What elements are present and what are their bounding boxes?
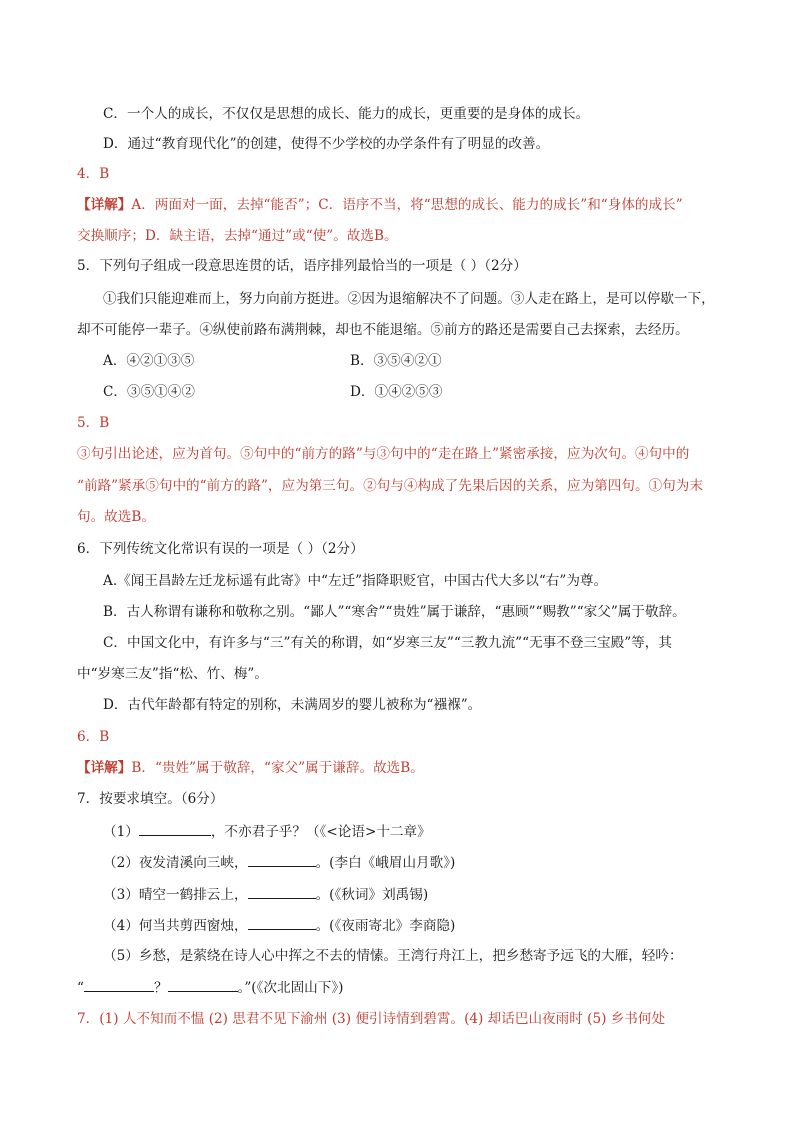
- q7-item-5-open-quote: “: [77, 980, 84, 996]
- q7-item-4-tail: 。(《夜雨寄北》李商隐): [315, 918, 456, 934]
- q6-option-c-line-1: [103, 633, 672, 653]
- q4-answer: [77, 164, 109, 184]
- q6-answer-text: 6．B: [77, 729, 110, 745]
- q7-item-5-mid: ？: [153, 980, 168, 996]
- q6-option-b-text: B．古人称谓有谦称和敬称之别。“鄙人”“寒舍”“贵姓”属于谦辞，“惠顾”“赐教”“家父”属于敬辞。: [103, 604, 686, 620]
- q4-detail-text-1: A．两面对一面，去掉“能否”；C．语序不当，将“思想的成长、能力的成长”和“身体的成长”: [131, 197, 683, 213]
- q5-stem-text: 5．下列句子组成一段意思连贯的话，语序排列最恰当的一项是（ ）（2分）: [77, 258, 527, 274]
- q5-answer-text: 5．B: [77, 415, 110, 431]
- q5-expl-line-2: [77, 476, 703, 496]
- q6-detail: [77, 758, 424, 778]
- q5-expl-text-1: ③句引出论述，应为首句。⑤句中的“前方的路”与③句中的“走在路上”紧密承接，应为次句。④句中的: [77, 446, 690, 462]
- q4-detail-line-2: [77, 226, 398, 246]
- q6-stem-text: 6．下列传统文化常识有误的一项是（ ）（2分）: [77, 541, 364, 557]
- q5-passage-line-2: [77, 320, 689, 340]
- fill-blank: [248, 915, 316, 930]
- q5-expl-line-1: [77, 444, 689, 464]
- q5-option-c: [103, 382, 195, 402]
- q7-item-5-text: （5）乡愁，是萦绕在诗人心中挥之不去的情愫。王湾行舟江上，把乡愁寄予远飞的大雁，轻吟：: [103, 948, 683, 964]
- q6-detail-text: B．“贵姓”属于敬辞，“家父”属于谦辞。故选B。: [131, 760, 424, 776]
- q5-option-d: [350, 382, 442, 402]
- q4-detail-text-2: 交换顺序；D．缺主语，去掉“通过”或“使”。故选B。: [77, 228, 398, 244]
- fill-blank: [84, 977, 154, 992]
- q6-stem: [77, 539, 364, 559]
- q6-option-d: [103, 695, 481, 715]
- q5-passage-text-2: 却不可能停一辈子。④纵使前路布满荆棘，却也不能退缩。⑤前方的路还是需要自己去探索，去经历。: [77, 322, 689, 338]
- q6-answer: [77, 727, 109, 747]
- q6-option-a: [103, 571, 607, 591]
- q5-option-d-text: D．①④②⑤③: [350, 384, 443, 400]
- q4-detail-line-1: [77, 195, 683, 215]
- q7-item-5-line-2: [77, 977, 343, 998]
- q7-item-4: [103, 915, 455, 936]
- q7-item-1-tail: ，不亦君子乎？（《<论语>十二章》: [210, 824, 431, 840]
- q6-option-c-text-2: 中“岁寒三友”指“松、竹、梅”。: [77, 666, 268, 682]
- q5-stem: [77, 256, 527, 276]
- q5-expl-text-3: 句。故选B。: [77, 509, 155, 525]
- q4-answer-text: 4．B: [77, 166, 110, 182]
- option-c-text: C．一个人的成长，不仅仅是思想的成长、能力的成长，更重要的是身体的成长。: [103, 106, 590, 122]
- q5-option-a-text: A．④②①③⑤: [103, 353, 195, 369]
- q5-passage-text-1: ①我们只能迎难而上，努力向前方挺进。②因为退缩解决不了问题。③人走在路上，是可以停歇一下，: [103, 291, 715, 307]
- fill-blank: [248, 852, 316, 867]
- q5-option-a: [103, 351, 194, 371]
- q5-option-b-text: B．③⑤④②①: [350, 353, 442, 369]
- q7-item-5-tail: 。”(《次北固山下》): [237, 980, 344, 996]
- line-item-d-prev: [103, 134, 549, 154]
- q5-expl-line-3: [77, 507, 155, 527]
- q4-detail-tag: 【详解】: [77, 197, 132, 213]
- q5-answer: [77, 413, 109, 433]
- q7-stem-text: 7．按要求填空。（6分）: [77, 791, 224, 807]
- q6-option-d-text: D．古代年龄都有特定的别称，未满周岁的婴儿被称为“襁褓”。: [103, 697, 482, 713]
- q7-item-4-head: （4）何当共剪西窗烛，: [103, 918, 248, 934]
- line-item-c-prev: [103, 104, 589, 124]
- q6-option-c-line-2: [77, 664, 268, 684]
- fill-blank: [139, 821, 211, 836]
- q7-item-3-head: （3）晴空一鹤排云上，: [103, 887, 248, 903]
- fill-blank: [168, 977, 238, 992]
- fill-blank: [248, 884, 316, 899]
- q7-item-3: [103, 884, 428, 905]
- q6-option-b: [103, 602, 686, 622]
- q5-option-c-text: C．③⑤①④②: [103, 384, 195, 400]
- q7-answer-text: 7．(1) 人不知而不愠 (2) 思君不见下渝州 (3) 便引诗情到碧霄。(4) 却话巴山夜雨时 (5) 乡书何处: [77, 1011, 666, 1027]
- q7-item-5-line-1: [103, 946, 683, 966]
- q5-expl-text-2: “前路”紧承⑤句中的“前方的路”，应为第三句。②句与④构成了先果后因的关系，应为第四句。①句为末: [77, 478, 703, 494]
- option-d-text: D．通过“教育现代化”的创建，使得不少学校的办学条件有了明显的改善。: [103, 136, 550, 152]
- q7-answer: [77, 1009, 665, 1029]
- q5-option-b: [350, 351, 442, 371]
- q6-option-a-text: A.《闻王昌龄左迁龙标遥有此寄》中“左迁”指降职贬官，中国古代大多以“右”为尊。: [103, 573, 608, 589]
- q7-item-3-tail: 。(《秋词》刘禹锡): [315, 887, 429, 903]
- q5-passage-line-1: [103, 289, 715, 309]
- q7-item-1-num: （1）: [103, 824, 139, 840]
- q7-item-2-tail: 。(李白《峨眉山月歌》): [315, 855, 456, 871]
- q7-item-2-head: （2）夜发清溪向三峡，: [103, 855, 248, 871]
- q6-detail-tag: 【详解】: [77, 760, 132, 776]
- q7-stem: [77, 789, 223, 809]
- q6-option-c-text-1: C．中国文化中，有许多与“三”有关的称谓，如“岁寒三友”“三教九流”“无事不登三宝殿”等，其: [103, 635, 672, 651]
- q7-item-1: [103, 821, 431, 842]
- q7-item-2: [103, 852, 455, 873]
